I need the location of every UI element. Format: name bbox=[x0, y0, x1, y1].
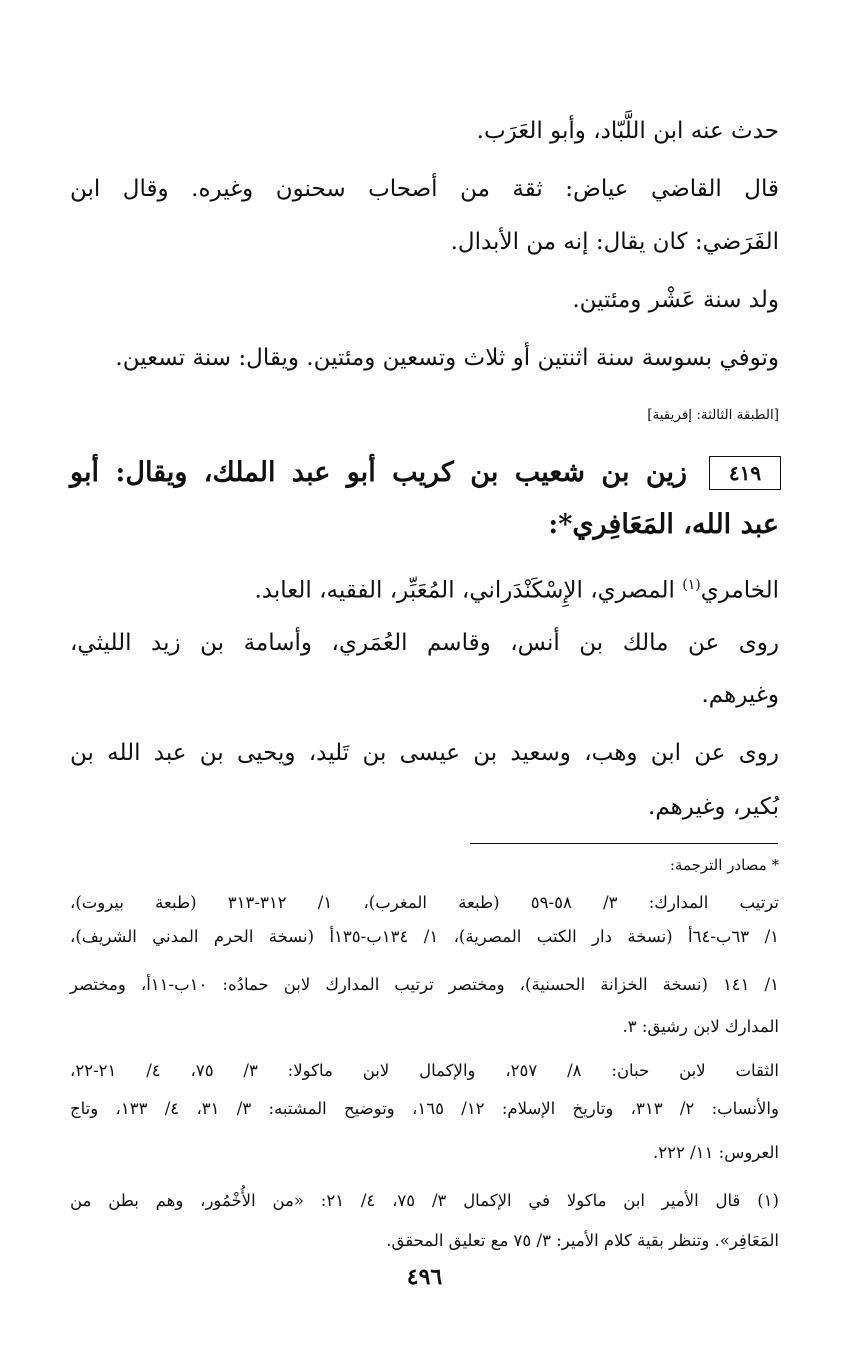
paragraph-line bbox=[70, 568, 779, 608]
entry-number-box bbox=[709, 456, 781, 490]
footnote-line: (١) قال الأمير ابن ماكولا في الإكمال ٣/ ٧٥، ٤/ ٢١: «من الأُخْمُور، وهم بطن من bbox=[70, 1191, 779, 1210]
entry-heading: عبد الله، المَعَافِري*: bbox=[548, 509, 779, 540]
nisba-text: المصري، الإِسْكَنْدَراني، المُعَبِّر، الفقيه، العابد. bbox=[254, 577, 675, 604]
text-line: قال القاضي عياض: ثقة من أصحاب سحنون وغيره. وقال ابن bbox=[70, 176, 779, 202]
paragraph-line: وغيرهم. bbox=[701, 682, 779, 708]
page-number: ٤٩٦ bbox=[406, 1264, 443, 1290]
text-line: ولد سنة عَشْر ومئتين. bbox=[572, 287, 779, 313]
section-label: [الطبقة الثالثة: إفريقية] bbox=[647, 407, 779, 423]
paragraph-line: بُكير، وغيرهم. bbox=[648, 794, 779, 820]
footnote-line: المدارك لابن رشيق: ٣. bbox=[622, 1017, 779, 1036]
paragraph-line: روى عن ابن وهب، وسعيد بن عيسى بن تَليد، ويحيى بن عبد الله بن bbox=[70, 740, 779, 766]
text-line: الفَرَضي: كان يقال: إنه من الأبدال. bbox=[450, 229, 779, 255]
entry-heading: زين بن شعيب بن كريب أبو عبد الملك، ويقال: أبو bbox=[70, 457, 687, 488]
footnote-title: * مصادر الترجمة: bbox=[669, 856, 779, 874]
footnote-line: ترتيب المدارك: ٣/ ٥٨-٥٩ (طبعة المغرب)، ١/ ٣١٢-٣١٣ (طبعة بيروت)، bbox=[70, 893, 779, 912]
footnote-line: والأنساب: ٢/ ٣١٣، وتاريخ الإسلام: ١٢/ ١٦٥، وتوضيح المشتبه: ٣/ ٣١، ٤/ ١٣٣، وتاج bbox=[70, 1099, 779, 1118]
footnote-divider bbox=[470, 843, 778, 844]
footnote-line: ١/ ٦٣ب-٦٤أ (نسخة دار الكتب المصرية)، ١/ ١٣٤ب-١٣٥أ (نسخة الحرم المدني الشريف)، bbox=[70, 927, 780, 946]
text-line: حدث عنه ابن اللَّبّاد، وأبو العَرَب. bbox=[476, 118, 779, 144]
footnote-ref: (١) bbox=[682, 577, 701, 593]
text-line: وتوفي بسوسة سنة اثنتين أو ثلاث وتسعين ومئتين. ويقال: سنة تسعين. bbox=[115, 345, 779, 371]
entry-number: ٤١٩ bbox=[728, 461, 762, 485]
footnote-line: المَعَافِر». وتنظر بقية كلام الأمير: ٣/ ٧٥ مع تعليق المحقق. bbox=[386, 1231, 779, 1250]
footnote-line: العروس: ١١/ ٢٢٢. bbox=[653, 1143, 779, 1162]
nisba-text: الخامري bbox=[700, 577, 779, 604]
footnote-line: الثقات لابن حبان: ٨/ ٢٥٧، والإكمال لابن ماكولا: ٣/ ٧٥، ٤/ ٢١-٢٢، bbox=[70, 1061, 779, 1080]
paragraph-line: روى عن مالك بن أنس، وقاسم العُمَري، وأسامة بن زيد الليثي، bbox=[70, 630, 779, 656]
footnote-line: ١/ ١٤١ (نسخة الخزانة الحسنية)، ومختصر ترتيب المدارك لابن حمادُه: ١٠ب-١١أ، ومختصر bbox=[70, 975, 779, 994]
